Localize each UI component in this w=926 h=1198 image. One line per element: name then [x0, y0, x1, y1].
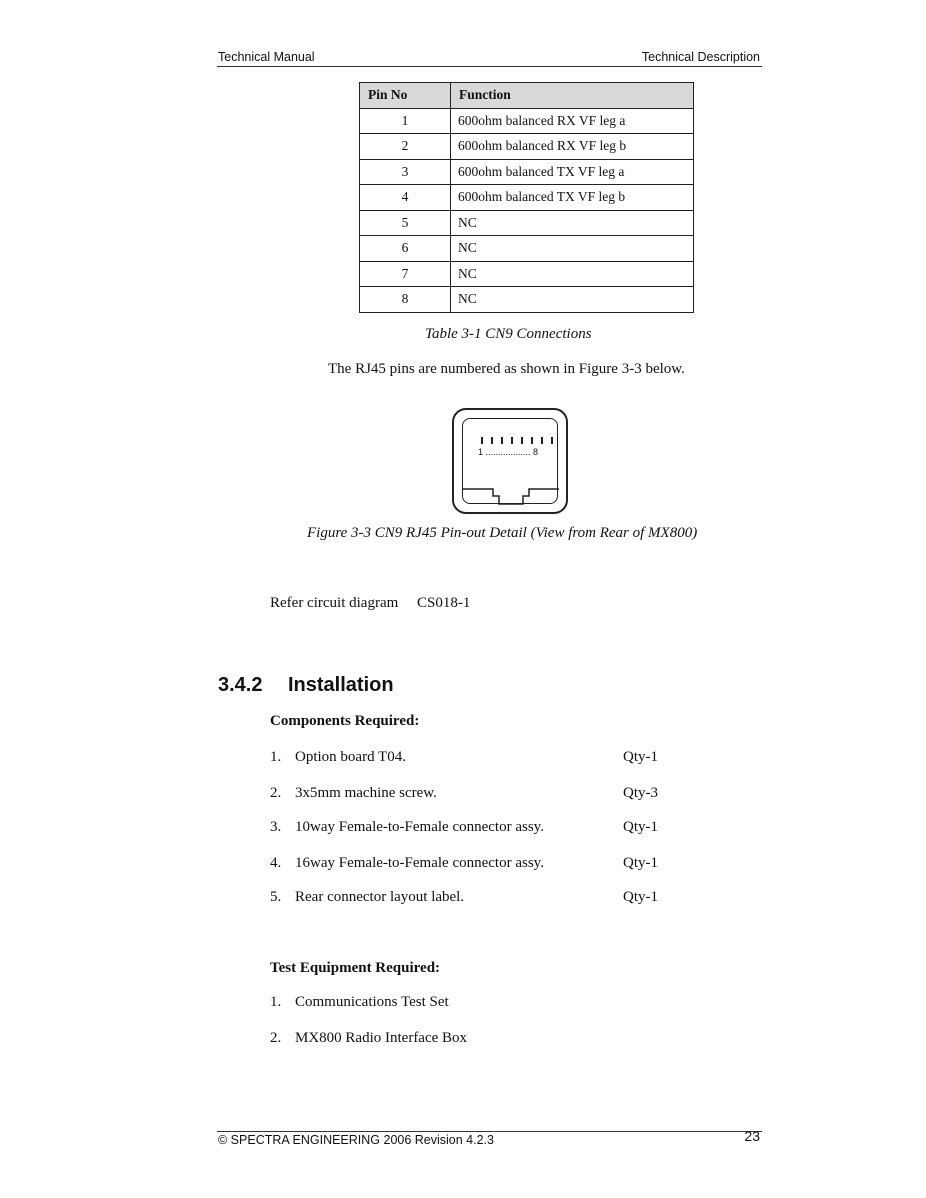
list-item-number: 1. [270, 749, 282, 765]
table-row [360, 210, 694, 236]
table-caption: Table 3-1 CN9 Connections [425, 326, 592, 342]
table-header-row [360, 83, 694, 109]
table-row [360, 108, 694, 134]
table-row [360, 261, 694, 287]
list-item-number: 3. [270, 819, 282, 835]
table-row [360, 159, 694, 185]
pin-number: 6 [360, 236, 451, 262]
list-item [270, 994, 670, 1014]
pin-table [359, 82, 694, 313]
pin-function: NC [451, 287, 694, 313]
table-row [360, 287, 694, 313]
list-item-text: 10way Female-to-Female connector assy. [295, 819, 544, 835]
list-item-quantity: Qty-1 [623, 749, 658, 765]
list-item-text: Option board T04. [295, 749, 406, 765]
figure-caption: Figure 3-3 CN9 RJ45 Pin-out Detail (View from Rear of MX800) [307, 525, 698, 541]
table-row [360, 236, 694, 262]
list-item [270, 785, 670, 805]
footer-copyright: © SPECTRA ENGINEERING 2006 Revision 4.2.3 [218, 1133, 494, 1147]
pin-function: NC [451, 210, 694, 236]
list-item-number: 4. [270, 855, 282, 871]
pin-number: 3 [360, 159, 451, 185]
list-item-number: 2. [270, 785, 282, 801]
list-item-text: Communications Test Set [295, 994, 449, 1010]
list-item-text: MX800 Radio Interface Box [295, 1030, 468, 1046]
components-heading: Components Required: [270, 713, 420, 729]
list-item [270, 1030, 670, 1050]
footer-rule [217, 1131, 762, 1132]
pin-numbering-label: 1 .................. 8 [478, 447, 539, 457]
pin-number: 8 [360, 287, 451, 313]
table-row [360, 134, 694, 160]
test-equipment-heading: Test Equipment Required: [270, 960, 441, 976]
running-header-right: Technical Description [641, 50, 760, 64]
pin-number: 2 [360, 134, 451, 160]
list-item-quantity: Qty-1 [623, 819, 658, 835]
section-number: 3.4.2 [218, 674, 263, 696]
rj45-latch-notch [463, 419, 559, 505]
list-item [270, 855, 670, 875]
pin-number: 1 [360, 108, 451, 134]
refer-circuit-text: Refer circuit diagram CS018-1 [270, 595, 471, 611]
section-title: Installation [288, 674, 394, 696]
running-header-left: Technical Manual [218, 50, 315, 64]
pin-function: 600ohm balanced RX VF leg a [451, 108, 694, 134]
pin-function: 600ohm balanced TX VF leg a [451, 159, 694, 185]
intro-paragraph: The RJ45 pins are numbered as shown in Figure 3-3 below. [328, 361, 685, 377]
pin-number: 4 [360, 185, 451, 211]
table-row [360, 185, 694, 211]
list-item-text: Rear connector layout label. [295, 889, 465, 905]
pin-number: 7 [360, 261, 451, 287]
pin-function: 600ohm balanced RX VF leg b [451, 134, 694, 160]
list-item [270, 889, 670, 909]
list-item-number: 5. [270, 889, 282, 905]
list-item-number: 1. [270, 994, 282, 1010]
list-item-quantity: Qty-1 [623, 889, 658, 905]
pin-function: NC [451, 236, 694, 262]
rj45-socket-diagram [452, 408, 568, 514]
column-header-function: Function [451, 83, 694, 109]
rj45-socket-outline [462, 418, 558, 504]
header-rule [217, 66, 762, 67]
list-item [270, 819, 670, 839]
list-item-number: 2. [270, 1030, 282, 1046]
column-header-pin-no: Pin No [360, 83, 451, 109]
pin-function: NC [451, 261, 694, 287]
list-item-text: 16way Female-to-Female connector assy. [295, 855, 544, 871]
pin-number: 5 [360, 210, 451, 236]
list-item-quantity: Qty-3 [623, 785, 658, 801]
list-item [270, 749, 670, 769]
list-item-quantity: Qty-1 [623, 855, 658, 871]
page-number: 23 [744, 1128, 760, 1144]
section-heading [218, 674, 394, 697]
list-item-text: 3x5mm machine screw. [295, 785, 437, 801]
pin-function: 600ohm balanced TX VF leg b [451, 185, 694, 211]
